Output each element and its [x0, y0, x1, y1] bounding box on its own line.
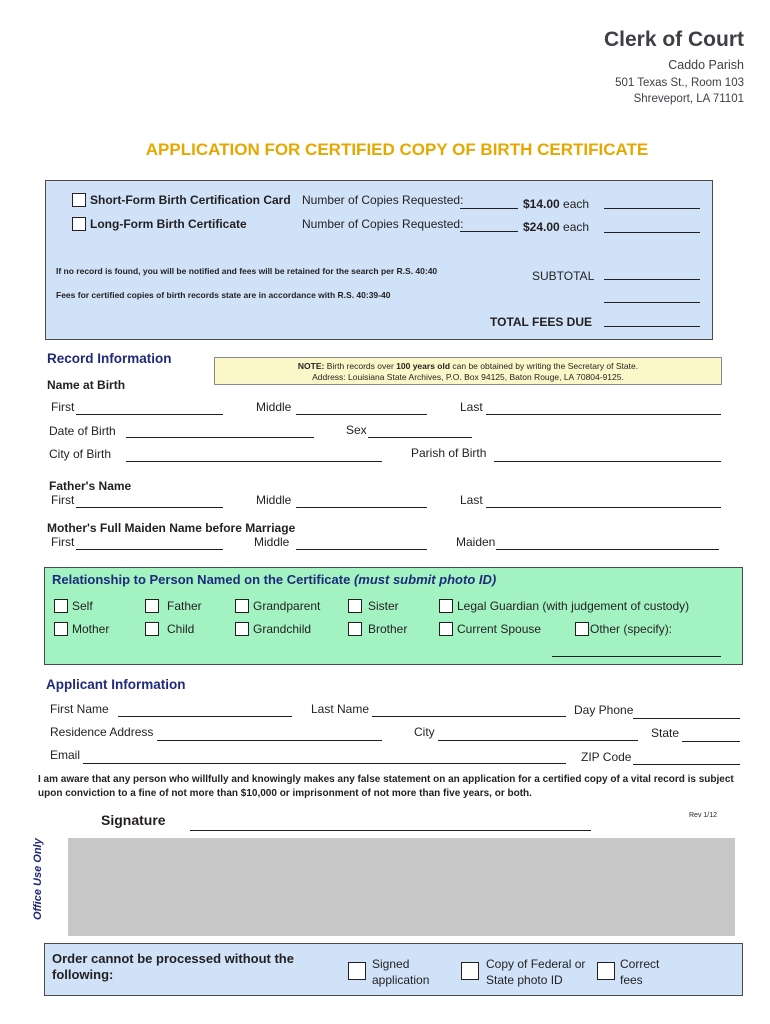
other-label: Other (specify):: [590, 622, 673, 636]
long-form-checkbox[interactable]: [72, 217, 86, 231]
short-copies-label: Number of Copies Requested:: [302, 193, 464, 207]
child-last-field[interactable]: [486, 414, 721, 415]
office-use-box: [68, 838, 735, 936]
grandparent-label: Grandparent: [253, 599, 321, 613]
form-title: APPLICATION FOR CERTIFIED COPY OF BIRTH CERTIFICATE: [145, 140, 649, 159]
long-copies-label: Number of Copies Requested:: [302, 217, 464, 231]
father-checkbox[interactable]: [145, 599, 159, 613]
parish-name: Caddo Parish: [668, 58, 744, 72]
archives-note: NOTE: Birth records over 100 years old can be obtained by writing the Secretary of State. Address: Louisiana State Archives, P.O. Box 94125, Baton Rouge, LA 70804-9125.: [214, 357, 722, 385]
zip-label: ZIP Code: [581, 750, 632, 764]
state-label: State: [651, 726, 680, 740]
child-first-field[interactable]: [76, 414, 223, 415]
father-first-label: First: [51, 493, 75, 507]
dob-field[interactable]: [126, 437, 314, 438]
parish-of-birth-label: Parish of Birth: [411, 446, 487, 460]
revision-label: Rev 1/12: [689, 812, 718, 819]
relationship-heading: Relationship to Person Named on the Certificate (must submit photo ID): [52, 572, 497, 587]
child-last-label: Last: [460, 400, 483, 414]
mother-middle-field[interactable]: [296, 549, 427, 550]
brother-label: Brother: [368, 622, 408, 636]
current-spouse-checkbox[interactable]: [439, 622, 453, 636]
grandparent-checkbox[interactable]: [235, 599, 249, 613]
child-label: Child: [167, 622, 195, 636]
applicant-first-field[interactable]: [118, 716, 292, 717]
correct-fees-checkbox[interactable]: [597, 962, 615, 980]
signature-label: Signature: [101, 812, 166, 828]
signed-application-label: Signed application: [372, 957, 430, 987]
grandchild-label: Grandchild: [253, 622, 312, 636]
current-spouse-label: Current Spouse: [457, 622, 542, 636]
self-checkbox[interactable]: [54, 599, 68, 613]
child-middle-label: Middle: [256, 400, 292, 414]
mothers-name-label: Mother's Full Maiden Name before Marriage: [47, 521, 296, 535]
father-middle-field[interactable]: [296, 507, 427, 508]
state-field[interactable]: [682, 741, 740, 742]
name-at-birth-label: Name at Birth: [47, 378, 126, 392]
mother-first-field[interactable]: [76, 549, 223, 550]
address-line-2: Shreveport, LA 71101: [633, 93, 744, 105]
mother-label: Mother: [72, 622, 110, 636]
city-label: City: [414, 725, 435, 739]
applicant-first-label: First Name: [50, 702, 109, 716]
grandchild-checkbox[interactable]: [235, 622, 249, 636]
child-middle-field[interactable]: [296, 414, 427, 415]
short-form-label: Short-Form Birth Certification Card: [90, 193, 291, 207]
clerk-title: Clerk of Court: [603, 28, 744, 51]
father-last-field[interactable]: [486, 507, 721, 508]
photo-id-label: Copy of Federal or State photo ID: [486, 957, 586, 987]
fathers-name-label: Father's Name: [49, 479, 132, 493]
email-field[interactable]: [83, 763, 566, 764]
signature-field[interactable]: [190, 830, 591, 831]
residence-label: Residence Address: [50, 725, 154, 739]
dob-label: Date of Birth: [49, 424, 116, 438]
father-middle-label: Middle: [256, 493, 292, 507]
subtotal-label: SUBTOTAL: [532, 269, 595, 283]
day-phone-label: Day Phone: [574, 703, 634, 717]
total-fees-label: TOTAL FEES DUE: [490, 315, 593, 329]
mother-first-label: First: [51, 535, 75, 549]
self-label: Self: [72, 599, 93, 613]
long-copies-field[interactable]: [460, 231, 518, 232]
extra-fee-field[interactable]: [604, 302, 700, 303]
residence-field[interactable]: [157, 740, 382, 741]
long-form-label: Long-Form Birth Certificate: [90, 217, 247, 231]
office-use-label: Office Use Only: [32, 838, 44, 920]
correct-fees-label: Correct fees: [620, 957, 660, 987]
parish-of-birth-field[interactable]: [494, 461, 721, 462]
order-requirement-text: Order cannot be processed without the following:: [52, 951, 294, 982]
subtotal-field[interactable]: [604, 279, 700, 280]
legal-guardian-checkbox[interactable]: [439, 599, 453, 613]
mother-checkbox[interactable]: [54, 622, 68, 636]
city-field[interactable]: [438, 740, 638, 741]
child-first-label: First: [51, 400, 75, 414]
signed-application-checkbox[interactable]: [348, 962, 366, 980]
sister-checkbox[interactable]: [348, 599, 362, 613]
photo-id-checkbox[interactable]: [461, 962, 479, 980]
child-checkbox[interactable]: [145, 622, 159, 636]
long-amount-field[interactable]: [604, 232, 700, 233]
fees-note: Fees for certified copies of birth records state are in accordance with R.S. 40:39-40: [56, 290, 391, 300]
applicant-info-heading: Applicant Information: [46, 677, 186, 692]
short-amount-field[interactable]: [604, 208, 700, 209]
day-phone-field[interactable]: [633, 718, 740, 719]
mother-maiden-field[interactable]: [496, 549, 719, 550]
zip-field[interactable]: [633, 764, 740, 765]
record-info-heading: Record Information: [47, 351, 172, 366]
sex-label: Sex: [346, 423, 367, 437]
other-checkbox[interactable]: [575, 622, 589, 636]
father-last-label: Last: [460, 493, 483, 507]
total-fees-field[interactable]: [604, 326, 700, 327]
mother-middle-label: Middle: [254, 535, 290, 549]
sister-label: Sister: [368, 599, 399, 613]
city-of-birth-field[interactable]: [126, 461, 382, 462]
applicant-last-label: Last Name: [311, 702, 370, 716]
short-copies-field[interactable]: [460, 208, 518, 209]
legal-guardian-label: Legal Guardian (with judgement of custody): [457, 599, 690, 613]
short-form-checkbox[interactable]: [72, 193, 86, 207]
no-record-note: If no record is found, you will be notified and fees will be retained for the search per R.S. 40:40: [56, 266, 438, 276]
email-label: Email: [50, 748, 81, 762]
address-line-1: 501 Texas St., Room 103: [615, 77, 744, 89]
father-label: Father: [167, 599, 202, 613]
father-first-field[interactable]: [76, 507, 223, 508]
applicant-last-field[interactable]: [372, 716, 566, 717]
mother-maiden-label: Maiden: [456, 535, 496, 549]
brother-checkbox[interactable]: [348, 622, 362, 636]
false-statement-warning: I am aware that any person who willfully and knowingly makes any false statement on an application for a certified copy of a vital record is subject upon conviction to a fine of not more than $10,000 or imprisonment of not more than five years, or both.: [38, 774, 734, 799]
sex-field[interactable]: [368, 437, 472, 438]
long-price: $24.00 each: [523, 220, 590, 234]
other-specify-field[interactable]: [552, 656, 721, 657]
city-of-birth-label: City of Birth: [49, 447, 112, 461]
short-price: $14.00 each: [523, 197, 590, 211]
